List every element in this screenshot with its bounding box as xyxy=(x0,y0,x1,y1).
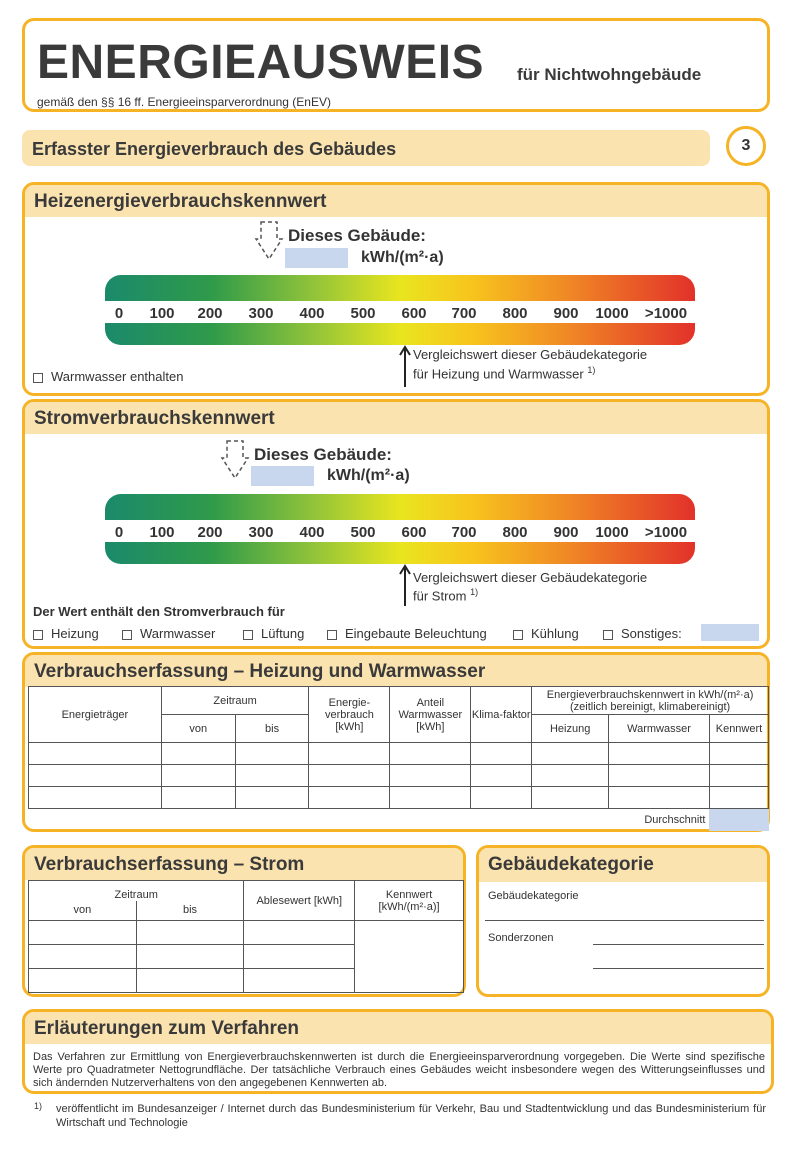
power-table-header: Verbrauchserfassung – Strom xyxy=(25,848,463,880)
power-tick-label: 500 xyxy=(350,524,376,541)
power-tick-label: 0 xyxy=(114,524,124,541)
heat-comparison-sub: für Heizung und Warmwasser $^{1)}$ xyxy=(413,365,596,382)
heat-comparison-label: Vergleichswert dieser Gebäudekategorie xyxy=(413,347,648,362)
checkbox-icon xyxy=(513,630,523,640)
heat-scale xyxy=(105,275,695,345)
col-anteil-warmwasser: Anteil Warmwasser [kWh] xyxy=(390,687,471,743)
heat-table-header: Verbrauchserfassung – Heizung und Warmwasser xyxy=(25,655,767,687)
power-tick-label: 900 xyxy=(553,524,579,541)
durchschnitt-label: Durchschnitt xyxy=(644,813,706,826)
power-header: Stromverbrauchskennwert xyxy=(25,402,767,434)
table-row xyxy=(29,921,464,945)
durchschnitt-value[interactable] xyxy=(709,809,768,831)
power-comparison-label: Vergleichswert dieser Gebäudekategorie xyxy=(413,570,648,585)
power-sonstiges-field[interactable] xyxy=(701,624,759,641)
col-heizung: Heizung xyxy=(532,715,609,743)
power-tick-label: 1000 xyxy=(595,524,629,541)
heat-tick-label: 300 xyxy=(248,305,274,322)
col-kennwert: Kennwert xyxy=(709,715,768,743)
power-tick-label: 800 xyxy=(502,524,528,541)
heat-tick-label: 800 xyxy=(502,305,528,322)
power-tick-label: 600 xyxy=(401,524,427,541)
heat-tick-label: >1000 xyxy=(644,305,688,322)
section-bar xyxy=(22,130,710,166)
power-comparison-sub: für Strom $^{1)}$ xyxy=(413,587,479,604)
heat-comparison-arrow-icon xyxy=(398,345,412,389)
power-checkbox-beleuchtung[interactable]: Eingebaute Beleuchtung xyxy=(327,626,487,641)
zones-field-line-2[interactable] xyxy=(593,968,764,969)
power-col-bis: bis xyxy=(136,901,244,921)
power-tick-label: >1000 xyxy=(644,524,688,541)
power-checkbox-sonstiges[interactable]: Sonstiges: xyxy=(603,626,682,641)
category-box xyxy=(476,845,770,997)
checkbox-icon xyxy=(33,630,43,640)
page-number: 3 xyxy=(741,137,751,154)
heat-tick-label: 100 xyxy=(149,305,175,322)
col-energietraeger: Energieträger xyxy=(29,687,162,743)
table-row xyxy=(29,765,769,787)
page-number-badge xyxy=(726,126,766,166)
checkbox-icon xyxy=(122,630,132,640)
col-energieverbrauch: Energie-verbrauch [kWh] xyxy=(309,687,390,743)
power-checkbox-heizung[interactable]: Heizung xyxy=(33,626,99,641)
heat-warmwater-checkbox[interactable]: Warmwasser enthalten xyxy=(33,369,183,384)
heat-tick-label: 1000 xyxy=(595,305,629,322)
power-comparison-arrow-icon xyxy=(398,564,412,608)
heat-box xyxy=(22,182,770,396)
category-header: Gebäudekategorie xyxy=(479,848,767,882)
explanation-header: Erläuterungen zum Verfahren xyxy=(25,1012,771,1044)
heat-tick-label: 400 xyxy=(299,305,325,322)
category-field-label: Gebäudekategorie xyxy=(488,890,579,902)
power-col-von: von xyxy=(29,901,137,921)
power-box xyxy=(22,399,770,649)
col-klimafaktor: Klima-faktor xyxy=(471,687,532,743)
power-col-kennwert: Kennwert [kWh/(m²·a)] xyxy=(355,881,464,921)
power-checkbox-lueftung[interactable]: Lüftung xyxy=(243,626,304,641)
footnote-text: veröffentlicht im Bundesanzeiger / Internet durch das Bundesministerium für Verkehr, Bau und Stadtentwicklung und das Bundesministerium für Wirtschaft und Technologie xyxy=(56,1103,766,1129)
zones-field-line-1[interactable] xyxy=(593,944,764,945)
col-warmwasser: Warmwasser xyxy=(609,715,710,743)
document-title: ENERGIEAUSWEIS xyxy=(37,36,485,89)
power-this-building-marker xyxy=(220,440,250,480)
title-box xyxy=(22,18,770,112)
power-includes-label: Der Wert enthält den Stromverbrauch für xyxy=(33,604,285,619)
power-scale xyxy=(105,494,695,564)
col-zeitraum: Zeitraum xyxy=(161,687,309,715)
power-table-box xyxy=(22,845,466,997)
footnote-mark: 1) xyxy=(34,1101,43,1111)
power-tick-label: 700 xyxy=(451,524,477,541)
power-col-zeitraum: Zeitraum xyxy=(29,881,244,901)
power-unit: kWh/(m²·a) xyxy=(327,467,410,484)
checkbox-icon xyxy=(603,630,613,640)
heat-table-box xyxy=(22,652,770,832)
table-row xyxy=(29,787,769,809)
document-title-suffix: für Nichtwohngebäude xyxy=(517,65,702,84)
heat-this-building-label: Dieses Gebäude: xyxy=(288,226,426,245)
col-bis: bis xyxy=(235,715,309,743)
heat-value-field[interactable] xyxy=(285,248,348,268)
section-bar-label: Erfasster Energieverbrauch des Gebäudes xyxy=(32,139,397,159)
col-von: von xyxy=(161,715,235,743)
power-tick-label: 200 xyxy=(197,524,223,541)
power-consumption-table xyxy=(28,880,464,993)
col-kennwert-group: Energieverbrauchskennwert in kWh/(m²·a) (zeitlich bereinigt, klimabereinigt) xyxy=(532,687,769,715)
heat-this-building-marker xyxy=(254,221,284,261)
heat-header: Heizenergieverbrauchskennwert xyxy=(25,185,767,217)
checkbox-icon xyxy=(33,373,43,383)
power-col-ablesewert: Ablesewert [kWh] xyxy=(244,881,355,921)
heat-unit: kWh/(m²·a) xyxy=(361,249,444,266)
power-checkbox-warmwasser[interactable]: Warmwasser xyxy=(122,626,215,641)
zones-field-label: Sonderzonen xyxy=(488,932,554,944)
power-this-building-label: Dieses Gebäude: xyxy=(254,445,392,464)
heat-tick-label: 500 xyxy=(350,305,376,322)
heat-tick-label: 200 xyxy=(197,305,223,322)
power-tick-label: 300 xyxy=(248,524,274,541)
explanation-text: Das Verfahren zur Ermittlung von Energieverbrauchskennwerten ist durch die Energieeinsparverordnung vorgegeben. Die Werte sind spezifische Werte pro Quadratmeter Nettogrundfläche. Der tatsächliche Verbrauch eines Gebäudes weicht insbesondere wegen des Witterungseinflusses und sich ändernden Nutzerverhaltens von den angegebenen Kennwerten ab. xyxy=(33,1051,765,1089)
heat-tick-label: 600 xyxy=(401,305,427,322)
power-value-field[interactable] xyxy=(251,466,314,486)
heat-tick-label: 0 xyxy=(114,305,124,322)
heat-tick-label: 700 xyxy=(451,305,477,322)
power-checkbox-kuehlung[interactable]: Kühlung xyxy=(513,626,579,641)
table-row xyxy=(29,743,769,765)
heat-tick-label: 900 xyxy=(553,305,579,322)
category-field-line[interactable] xyxy=(485,920,764,921)
heat-consumption-table xyxy=(28,686,769,831)
checkbox-icon xyxy=(243,630,253,640)
explanation-box xyxy=(22,1009,774,1094)
power-tick-label: 100 xyxy=(149,524,175,541)
power-tick-label: 400 xyxy=(299,524,325,541)
checkbox-icon xyxy=(327,630,337,640)
document-subtitle: gemäß den §§ 16 ff. Energieeinsparverordnung (EnEV) xyxy=(37,95,331,109)
